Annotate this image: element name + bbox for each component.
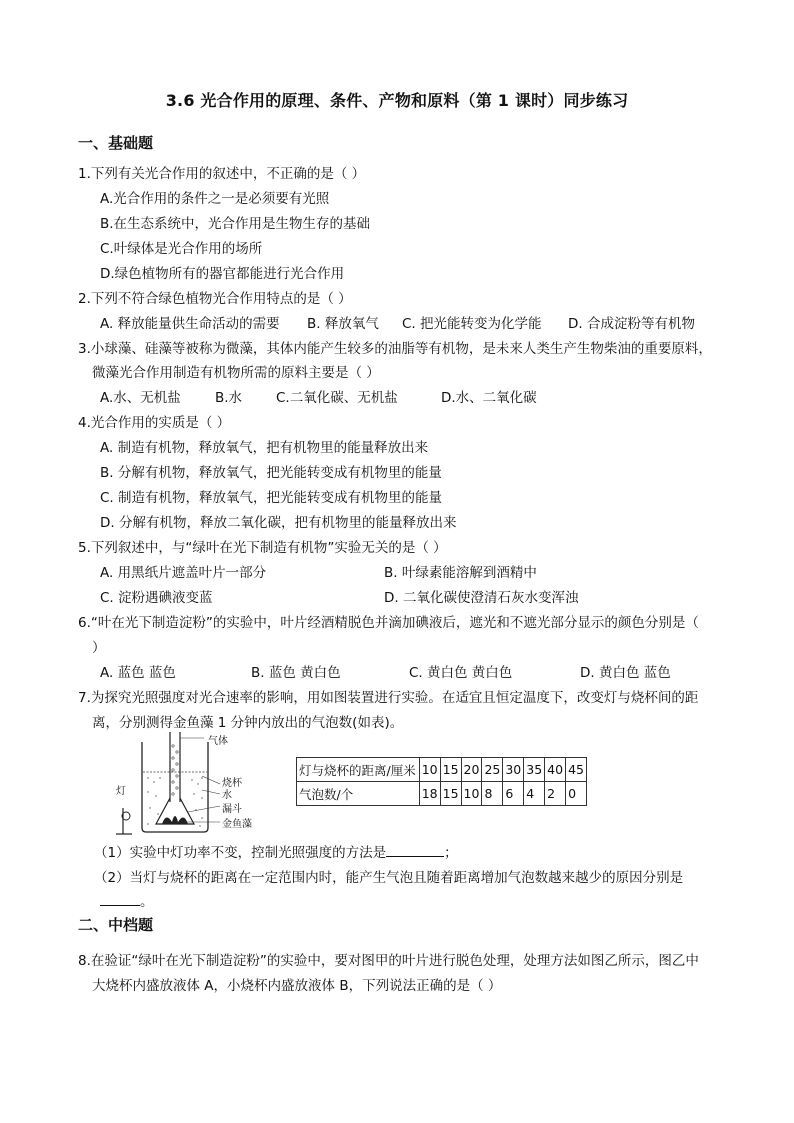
figure-label-funnel: 漏斗 bbox=[222, 804, 242, 815]
question-7-sub-2-answer bbox=[100, 890, 154, 910]
table-cell: 40 bbox=[545, 758, 566, 782]
table-cell: 6 bbox=[503, 782, 524, 806]
table-cell: 30 bbox=[503, 758, 524, 782]
question-6-option-c: C. 黄白色 黄白色 bbox=[409, 665, 513, 681]
question-6-option-b: B. 蓝色 黄白色 bbox=[251, 665, 341, 681]
question-3-option-d: D.水、二氧化碳 bbox=[441, 390, 537, 406]
question-1-option-b: B.在生态系统中，光合作用是生物生存的基础 bbox=[100, 216, 371, 232]
section-heading-basic: 一、基础题 bbox=[78, 134, 154, 152]
table-cell: 8 bbox=[482, 782, 503, 806]
question-3-stem: 3.小球藻、硅藻等被称为微藻，其体内能产生较多的油脂等有机物，是未来人类生产生物柴油的重要原料， bbox=[78, 341, 712, 357]
question-7-sub-1-end: ； bbox=[444, 845, 458, 861]
table-cell: 18 bbox=[419, 782, 440, 806]
question-7-stem-continued: 离，分别测得金鱼藻 1 分钟内放出的气泡数(如表)。 bbox=[92, 715, 404, 731]
answer-blank[interactable] bbox=[100, 893, 140, 906]
table-header-distance: 灯与烧杯的距离/厘米 bbox=[297, 758, 420, 782]
page-title: 3.6 光合作用的原理、条件、产物和原料（第 1 课时）同步练习 bbox=[165, 91, 629, 110]
table-header-bubbles: 气泡数/个 bbox=[297, 782, 420, 806]
question-1-option-a: A.光合作用的条件之一是必须要有光照 bbox=[100, 191, 330, 207]
question-3-option-b: B.水 bbox=[215, 390, 243, 406]
answer-blank[interactable] bbox=[386, 844, 444, 857]
question-4-stem: 4.光合作用的实质是（ ） bbox=[78, 415, 231, 431]
table-cell: 10 bbox=[419, 758, 440, 782]
question-5-option-a: A. 用黑纸片遮盖叶片一部分 bbox=[100, 565, 267, 581]
question-4-option-b: B. 分解有机物，释放氧气，把光能转变成有机物里的能量 bbox=[100, 465, 442, 481]
question-7-sub-1-text: （1）实验中灯功率不变，控制光照强度的方法是 bbox=[94, 845, 387, 861]
question-5-stem: 5.下列叙述中，与“绿叶在光下制造有机物”实验无关的是（ ） bbox=[78, 540, 447, 556]
question-4-option-d: D. 分解有机物，释放二氧化碳，把有机物里的能量释放出来 bbox=[100, 515, 457, 531]
figure-label-beaker: 烧杯 bbox=[222, 778, 242, 789]
question-6-option-d: D. 黄白色 蓝色 bbox=[580, 665, 671, 681]
question-6-option-a: A. 蓝色 蓝色 bbox=[100, 665, 176, 681]
figure-label-water: 水 bbox=[222, 790, 232, 801]
figure-label-gas: 气体 bbox=[208, 736, 228, 747]
figure-label-plant: 金鱼藻 bbox=[222, 819, 252, 830]
question-2-option-b: B. 释放氧气 bbox=[307, 316, 379, 332]
data-table bbox=[296, 757, 587, 806]
table-cell: 4 bbox=[524, 782, 545, 806]
question-2-option-d: D. 合成淀粉等有机物 bbox=[568, 316, 695, 332]
table-cell: 35 bbox=[524, 758, 545, 782]
table-cell: 25 bbox=[482, 758, 503, 782]
question-5-option-d: D. 二氧化碳使澄清石灰水变浑浊 bbox=[384, 590, 579, 606]
question-1-option-d: D.绿色植物所有的器官都能进行光合作用 bbox=[100, 266, 345, 282]
table-row bbox=[297, 782, 587, 806]
question-5-option-c: C. 淀粉遇碘液变蓝 bbox=[100, 590, 213, 606]
question-7-sub-2-end: 。 bbox=[140, 894, 154, 910]
question-1-stem: 1.下列有关光合作用的叙述中，不正确的是（ ） bbox=[78, 166, 366, 182]
table-cell: 45 bbox=[566, 758, 587, 782]
plant-shape bbox=[162, 816, 188, 824]
section-heading-medium: 二、中档题 bbox=[78, 916, 154, 934]
figure-label-lamp: 灯 bbox=[116, 786, 126, 797]
question-3-option-c: C.二氧化碳、无机盐 bbox=[276, 390, 398, 406]
question-8-stem-continued: 大烧杯内盛放液体 A，小烧杯内盛放液体 B，下列说法正确的是（ ） bbox=[92, 978, 502, 994]
question-3-stem-continued: 微藻光合作用制造有机物所需的原料主要是（ ） bbox=[92, 365, 380, 381]
question-4-option-a: A. 制造有机物，释放氧气，把有机物里的能量释放出来 bbox=[100, 440, 429, 456]
question-2-option-c: C. 把光能转变为化学能 bbox=[402, 316, 542, 332]
question-7-stem: 7.为探究光照强度对光合速率的影响，用如图装置进行实验。在适宜且恒定温度下，改变灯与烧杯间的距 bbox=[78, 690, 699, 706]
table-row bbox=[297, 758, 587, 782]
question-6-stem: 6.“叶在光下制造淀粉”的实验中，叶片经酒精脱色并滴加碘液后，遮光和不遮光部分显示的颜色分别是（ bbox=[78, 615, 699, 631]
table-cell: 0 bbox=[566, 782, 587, 806]
gas-bubbles bbox=[172, 745, 178, 795]
table-cell: 15 bbox=[440, 782, 461, 806]
question-1-option-c: C.叶绿体是光合作用的场所 bbox=[100, 241, 263, 257]
question-8-stem: 8.在验证“绿叶在光下制造淀粉”的实验中，要对图甲的叶片进行脱色处理，处理方法如图乙所示，图乙中 bbox=[78, 953, 699, 969]
table-cell: 15 bbox=[440, 758, 461, 782]
question-7-sub-1 bbox=[94, 841, 458, 861]
table-cell: 2 bbox=[545, 782, 566, 806]
table-cell: 20 bbox=[461, 758, 482, 782]
question-2-option-a: A. 释放能量供生命活动的需要 bbox=[100, 316, 280, 332]
question-5-option-b: B. 叶绿素能溶解到酒精中 bbox=[384, 565, 537, 581]
test-tube bbox=[170, 732, 180, 802]
question-2-stem: 2.下列不符合绿色植物光合作用特点的是（ ） bbox=[78, 291, 352, 307]
question-6-stem-continued: ） bbox=[92, 640, 106, 656]
question-7-sub-2: （2）当灯与烧杯的距离在一定范围内时，能产生气泡且随着距离增加气泡数越来越少的原因分别是 bbox=[94, 870, 684, 886]
question-3-option-a: A.水、无机盐 bbox=[100, 390, 181, 406]
question-4-option-c: C. 制造有机物，释放氧气，把光能转变成有机物里的能量 bbox=[100, 490, 443, 506]
table-cell: 10 bbox=[461, 782, 482, 806]
